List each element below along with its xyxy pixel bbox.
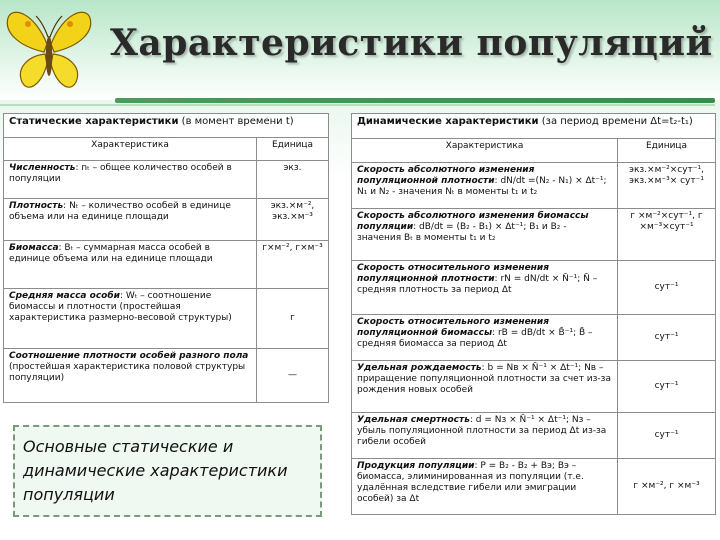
page-title: Характеристики популяций bbox=[110, 22, 713, 64]
row-unit: сут⁻¹ bbox=[618, 261, 716, 315]
row-unit: сут⁻¹ bbox=[618, 361, 716, 413]
table-row bbox=[4, 289, 329, 349]
row-unit: сут⁻¹ bbox=[618, 315, 716, 361]
row-desc: : rB = dB/dt × B̄⁻¹; B̄ – средняя биомасса за период Δt bbox=[357, 328, 593, 349]
row-term: Соотношение плотности особей разного пола bbox=[9, 351, 249, 361]
row-term: Скорость относительного изменения популяционной плотности bbox=[357, 263, 549, 284]
table-row bbox=[4, 161, 329, 199]
row-desc: : P = B₂ - B₂ + Bэ; Bэ – биомасса, элиминированная из популяции (т.е. удалённая вследствие гибели или эмиграции особей) за Δt bbox=[357, 461, 584, 504]
table-row bbox=[352, 361, 716, 413]
row-term: Численность bbox=[9, 163, 76, 173]
dynamic-characteristics-table bbox=[351, 113, 716, 515]
row-desc: : d = Nз × N̄⁻¹ × Δt⁻¹; Nз – убыль популяционной плотности за период Δt из-за гибели особей bbox=[357, 415, 607, 447]
dynamic-caption-title: Динамические характеристики bbox=[357, 116, 539, 127]
row-desc: : Bₜ – суммарная масса особей в единице объема или на единице площади bbox=[9, 243, 213, 264]
row-desc: : b = Nв × N̄⁻¹ × Δt⁻¹; Nв – приращение популяционной плотности за счет из-за рождения новых особей bbox=[357, 363, 611, 395]
table-row bbox=[352, 315, 716, 361]
row-unit: экз. bbox=[257, 161, 329, 199]
table-row bbox=[4, 241, 329, 289]
static-col-characteristic: Характеристика bbox=[4, 138, 257, 161]
divider bbox=[0, 104, 715, 106]
table-row bbox=[352, 209, 716, 261]
dynamic-col-unit: Единица bbox=[618, 139, 716, 163]
dynamic-col-characteristic: Характеристика bbox=[352, 139, 618, 163]
row-unit: г ×м⁻², г ×м⁻³ bbox=[618, 459, 716, 515]
row-unit: г bbox=[257, 289, 329, 349]
row-term: Плотность bbox=[9, 201, 64, 211]
row-unit: сут⁻¹ bbox=[618, 413, 716, 459]
row-term: Средняя масса особи bbox=[9, 291, 120, 301]
row-term: Удельная смертность bbox=[357, 415, 470, 425]
static-caption-period: (в момент времени t) bbox=[178, 116, 294, 127]
static-caption-title: Статические характеристики bbox=[9, 116, 179, 127]
row-term: Биомасса bbox=[9, 243, 59, 253]
table-row bbox=[4, 349, 329, 403]
row-desc: : Wₜ – соотношение биомассы и плотности (простейшая характеристика размерно-весовой структуры) bbox=[9, 291, 232, 323]
row-term: Скорость абсолютного изменения популяционной плотности bbox=[357, 165, 535, 186]
title-underline bbox=[115, 98, 715, 103]
table-row bbox=[352, 459, 716, 515]
row-term: Скорость относительного изменения популяционной биомассы bbox=[357, 317, 549, 338]
butterfly-icon bbox=[4, 2, 94, 98]
row-unit: экз.×м⁻², экз.×м⁻³ bbox=[257, 199, 329, 241]
static-col-unit: Единица bbox=[257, 138, 329, 161]
row-desc: : rN = dN/dt × N̄⁻¹; N̄ – средняя плотность за период Δt bbox=[357, 274, 598, 295]
static-characteristics-table bbox=[3, 113, 329, 403]
row-desc: : nₜ – общее количество особей в популяции bbox=[9, 163, 232, 184]
table-row bbox=[352, 413, 716, 459]
table-row bbox=[352, 261, 716, 315]
dynamic-table-caption bbox=[352, 114, 716, 139]
row-term: Скорость абсолютного изменения биомассы популяции bbox=[357, 211, 589, 232]
table-row bbox=[352, 163, 716, 209]
row-unit: г ×м⁻²×сут⁻¹, г ×м⁻³×сут⁻¹ bbox=[618, 209, 716, 261]
row-desc: : dN/dt =(N₂ - N₁) × Δt⁻¹; N₁ и N₂ - значения Nₜ в моменты t₁ и t₂ bbox=[357, 176, 607, 197]
row-term: Удельная рождаемость bbox=[357, 363, 482, 373]
row-unit: экз.×м⁻²×сут⁻¹, экз.×м⁻³× сут⁻¹ bbox=[618, 163, 716, 209]
dynamic-caption-period: (за период времени Δt=t₂-t₁) bbox=[538, 116, 693, 127]
row-term: Продукция популяции bbox=[357, 461, 475, 471]
static-table-caption bbox=[4, 114, 329, 138]
note-text: Основные статические и динамические характеристики популяции bbox=[23, 437, 288, 504]
row-desc: (простейшая характеристика половой структуры популяции) bbox=[9, 362, 246, 383]
row-unit: — bbox=[257, 349, 329, 403]
row-desc: : dB/dt = (B₂ - B₁) × Δt⁻¹; B₁ и B₂ - значения Bₜ в моменты t₁ и t₂ bbox=[357, 222, 567, 243]
note-box bbox=[13, 425, 322, 517]
row-desc: : Nₜ – количество особей в единице объема или на единице площади bbox=[9, 201, 231, 222]
table-row bbox=[4, 199, 329, 241]
row-unit: г×м⁻², г×м⁻³ bbox=[257, 241, 329, 289]
